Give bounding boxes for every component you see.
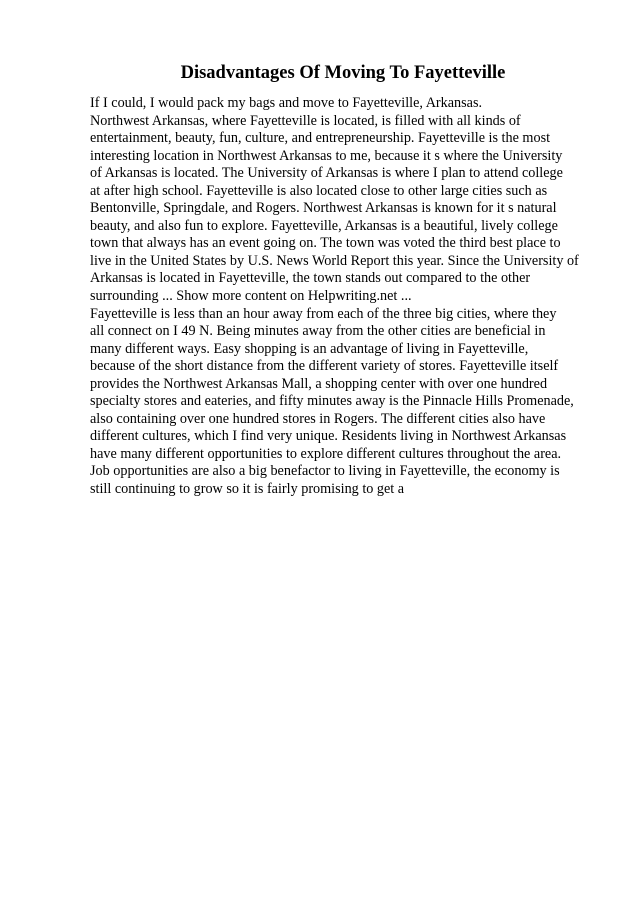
body-line: Job opportunities are also a big benefactor to living in Fayetteville, the economy is bbox=[90, 463, 560, 480]
body-line: specialty stores and eateries, and fifty minutes away is the Pinnacle Hills Promenade, bbox=[90, 393, 574, 410]
body-line: because of the short distance from the different variety of stores. Fayetteville itself bbox=[90, 358, 559, 375]
body-line: different cultures, which I find very unique. Residents living in Northwest Arkansas bbox=[90, 428, 567, 445]
body-line: entertainment, beauty, fun, culture, and entrepreneurship. Fayetteville is the most bbox=[90, 130, 551, 147]
body-line: of Arkansas is located. The University of Arkansas is where I plan to attend college bbox=[90, 165, 563, 182]
body-line: Arkansas is located in Fayetteville, the town stands out compared to the other bbox=[90, 270, 531, 287]
document-title: Disadvantages Of Moving To Fayetteville bbox=[180, 63, 506, 83]
body-line: interesting location in Northwest Arkansas to me, because it s where the University bbox=[90, 147, 563, 164]
body-line: live in the United States by U.S. News World Report this year. Since the University of bbox=[90, 252, 579, 269]
body-line: town that always has an event going on. The town was voted the third best place to bbox=[90, 235, 561, 252]
body-line: at after high school. Fayetteville is also located close to other large cities such as bbox=[90, 182, 548, 199]
body-line: If I could, I would pack my bags and move to Fayetteville, Arkansas. bbox=[90, 95, 483, 111]
body-line: also containing over one hundred stores in Rogers. The different cities also have bbox=[90, 410, 546, 427]
body-line: Northwest Arkansas, where Fayetteville is located, is filled with all kinds of bbox=[90, 112, 521, 129]
body-line: Fayetteville is less than an hour away from each of the three big cities, where they bbox=[90, 305, 557, 322]
body-line: surrounding ... Show more content on Helpwriting.net ... bbox=[90, 288, 412, 305]
body-line: have many different opportunities to explore different cultures throughout the area. bbox=[90, 445, 562, 462]
body-line: many different ways. Easy shopping is an advantage of living in Fayetteville, bbox=[90, 340, 529, 357]
document-body bbox=[90, 95, 610, 499]
body-line: provides the Northwest Arkansas Mall, a shopping center with over one hundred bbox=[90, 375, 548, 392]
body-line: still continuing to grow so it is fairly promising to get a bbox=[90, 481, 405, 498]
body-line: Bentonville, Springdale, and Rogers. Northwest Arkansas is known for it s natural bbox=[90, 200, 557, 217]
body-line: beauty, and also fun to explore. Fayetteville, Arkansas is a beautiful, lively college bbox=[90, 217, 558, 234]
body-line: all connect on I 49 N. Being minutes away from the other cities are beneficial in bbox=[90, 323, 546, 340]
